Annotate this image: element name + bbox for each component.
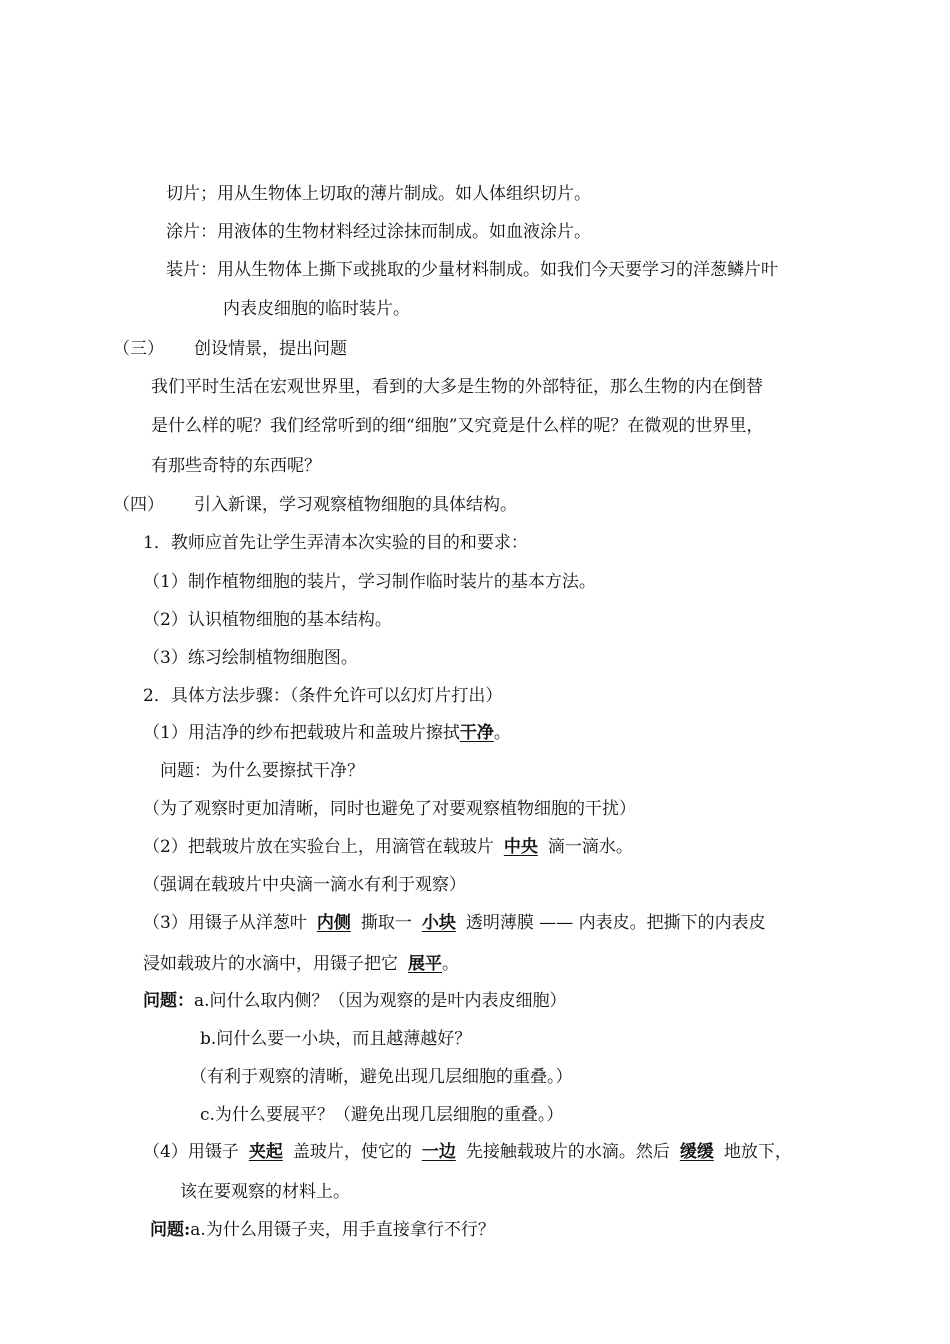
step1-line: （1）用洁净的纱布把载玻片和盖玻片擦拭干净。: [143, 723, 511, 743]
slide-type-tupian: 涂片：用液体的生物材料经过涂抹而制成。如血液涂片。: [166, 222, 591, 242]
section3-paragraph-line: 是什么样的呢？我们经常听到的细“细胞”又究竟是什么样的呢？在微观的世界里，: [151, 416, 764, 436]
slide-type-qiepian: 切片；用从生物体上切取的薄片制成。如人体组织切片。: [166, 184, 591, 204]
step1-question: 问题：为什么要擦拭干净？: [160, 761, 364, 781]
step2-text: （2）把载玻片放在实验台上，用滴管在载玻片: [143, 837, 494, 857]
section3-paragraph-line: 我们平时生活在宏观世界里，看到的大多是生物的外部特征，那么生物的内在倒替: [151, 377, 763, 397]
question-label: 问题:: [150, 1220, 191, 1240]
step3-question-c: c.为什么要展平？（避免出现几层细胞的重叠。）: [200, 1105, 564, 1125]
slide-type-zhuangpian: 装片：用从生物体上撕下或挑取的少量材料制成。如我们今天要学习的洋葱鳞片叶: [166, 260, 778, 280]
step2-line: （2）把载玻片放在实验台上，用滴管在载玻片 中央 滴一滴水。: [143, 837, 633, 857]
item1-heading: 1．教师应首先让学生弄清本次实验的目的和要求：: [143, 533, 528, 553]
goal-item: （3）练习绘制植物细胞图。: [143, 648, 358, 668]
step4-keyword-slow: 缓缓: [679, 1142, 714, 1162]
step3-answer-b: （有利于观察的清晰，避免出现几层细胞的重叠。）: [190, 1067, 573, 1087]
step4-line: （4）用镊子 夹起 盖玻片，使它的 一边 先接触载玻片的水滴。然后 缓缓 地放下，: [143, 1142, 792, 1162]
section3-heading: [113, 337, 347, 361]
step1-keyword: 干净: [459, 723, 494, 743]
section3-paragraph-line: 有那些奇特的东西呢？: [151, 456, 321, 476]
step3-line-cont: 浸如载玻片的水滴中，用镊子把它 展平。: [143, 954, 459, 974]
section4-heading: [113, 493, 517, 517]
section3-title: 创设情景，提出问题: [194, 339, 347, 359]
step4-question-a: 问题:a.为什么用镊子夹，用手直接拿行不行？: [150, 1220, 495, 1240]
section3-label: （三）: [113, 339, 164, 359]
step2-keyword: 中央: [503, 837, 538, 857]
goal-item: （2）认识植物细胞的基本结构。: [143, 610, 392, 630]
slide-type-zhuangpian-cont: 内表皮细胞的临时装片。: [223, 299, 410, 319]
step3-question-b: b.问什么要一小块，而且越薄越好？: [200, 1029, 472, 1049]
step2-note: （强调在载玻片中央滴一滴水有利于观察）: [143, 875, 466, 895]
step3-line: （3）用镊子从洋葱叶 内侧 撕取一 小块 透明薄膜 —— 内表皮。把撕下的内表皮: [143, 913, 766, 933]
step3-question-a: 问题：a.问什么取内侧？（因为观察的是叶内表皮细胞）: [143, 991, 567, 1011]
step3-keyword-flat: 展平: [408, 954, 442, 974]
step4-line-cont: 该在要观察的材料上。: [180, 1182, 350, 1202]
step3-keyword-small: 小块: [421, 913, 456, 933]
section4-label: （四）: [113, 495, 164, 515]
step4-keyword-pick: 夹起: [248, 1142, 283, 1162]
item2-heading: 2．具体方法步骤：（条件允许可以幻灯片打出）: [143, 686, 503, 706]
step4-keyword-edge: 一边: [421, 1142, 456, 1162]
goal-item: （1）制作植物细胞的装片，学习制作临时装片的基本方法。: [143, 572, 596, 592]
step1-text: （1）用洁净的纱布把载玻片和盖玻片擦拭: [143, 723, 460, 743]
step4-text: （4）用镊子: [143, 1142, 239, 1162]
step3-keyword-inner: 内侧: [316, 913, 351, 933]
section4-title: 引入新课，学习观察植物细胞的具体结构。: [194, 495, 517, 515]
question-label: 问题：: [143, 991, 194, 1011]
step3-text: （3）用镊子从洋葱叶: [143, 913, 307, 933]
step1-answer: （为了观察时更加清晰，同时也避免了对要观察植物细胞的干扰）: [143, 799, 636, 819]
